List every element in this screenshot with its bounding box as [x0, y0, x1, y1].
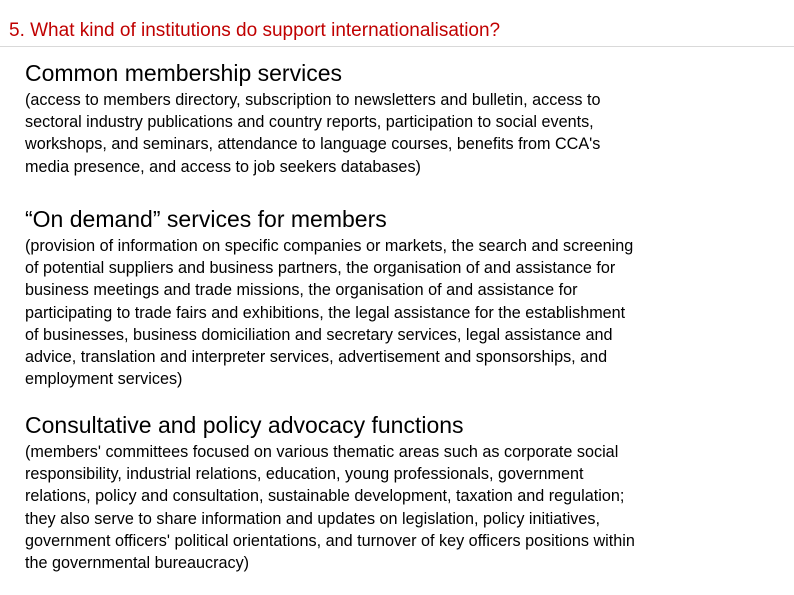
body-line: employment services) — [25, 370, 183, 389]
body-line: responsibility, industrial relations, education, young professionals, government — [25, 465, 584, 484]
body-line: media presence, and access to job seekers databases) — [25, 157, 421, 176]
section-body-consultative — [25, 441, 785, 574]
section-heading-on-demand: “On demand” services for members — [25, 206, 387, 232]
body-line: participating to trade fairs and exhibitions, the legal assistance for the establishment — [25, 303, 626, 322]
body-line: business meetings and trade missions, the organisation of and assistance for — [25, 281, 578, 300]
body-line: government officers' political orientations, and turnover of key officers positions within — [25, 531, 635, 550]
body-line: workshops, and seminars, attendance to language courses, benefits from CCA's — [25, 135, 601, 154]
body-line: sectoral industry publications and country reports, participation to social events, — [25, 113, 594, 132]
body-line: the governmental bureaucracy) — [25, 554, 250, 573]
body-line: of businesses, business domiciliation and secretary services, legal assistance and — [25, 325, 613, 344]
section-heading-membership: Common membership services — [25, 60, 342, 86]
body-line: of potential suppliers and business partners, the organisation of and assistance for — [25, 259, 616, 278]
body-line: (members' committees focused on various thematic areas such as corporate social — [25, 443, 619, 461]
section-body-on-demand — [25, 235, 785, 390]
section-body-membership — [25, 89, 785, 178]
slide-title: 5. What kind of institutions do support internationalisation? — [9, 20, 501, 41]
body-line: they also serve to share information and updates on legislation, policy initiatives, — [25, 509, 600, 528]
title-bar — [0, 0, 794, 47]
body-line: (provision of information on specific companies or markets, the search and screening — [25, 237, 634, 255]
body-line: (access to members directory, subscription to newsletters and bulletin, access to — [25, 91, 601, 109]
section-heading-consultative: Consultative and policy advocacy functions — [25, 412, 464, 438]
body-line: advice, translation and interpreter services, advertisement and sponsorships, and — [25, 348, 608, 367]
body-line: relations, policy and consultation, sustainable development, taxation and regulation; — [25, 487, 625, 506]
